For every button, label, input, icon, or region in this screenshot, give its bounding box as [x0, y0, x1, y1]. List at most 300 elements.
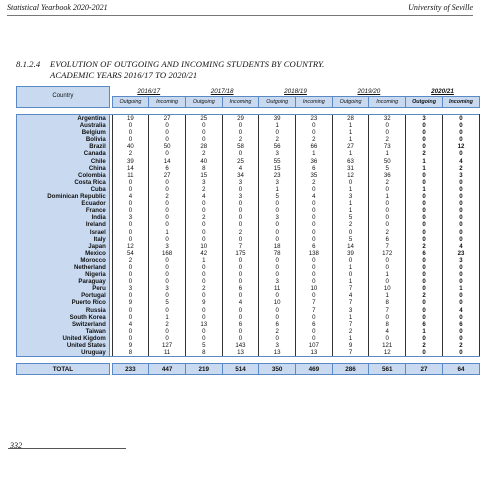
value-cell: 0 [222, 328, 259, 335]
table-row [17, 172, 480, 179]
country-name: Costa Rica [17, 179, 110, 186]
table-row [17, 342, 480, 349]
value-cell: 6 [259, 321, 296, 328]
table-row [17, 292, 480, 299]
value-cell: 6 [222, 285, 259, 292]
value-cell: 7 [369, 307, 406, 314]
value-cell: 0 [112, 307, 149, 314]
value-cell: 0 [406, 179, 443, 186]
table-row [17, 158, 480, 165]
value-cell: 0 [443, 221, 480, 228]
value-cell: 0 [112, 221, 149, 228]
value-cell: 1 [149, 229, 186, 236]
value-cell: 0 [222, 271, 259, 278]
value-cell: 2 [406, 150, 443, 157]
value-cell: 0 [406, 214, 443, 221]
value-cell: 2 [112, 150, 149, 157]
value-cell: 0 [259, 229, 296, 236]
value-cell: 2 [369, 179, 406, 186]
country-name: Brazil [17, 143, 110, 150]
value-cell: 0 [406, 200, 443, 207]
value-cell: 3 [259, 278, 296, 285]
outgoing-header: Outgoing [259, 97, 296, 108]
total-cell: 27 [406, 364, 443, 375]
value-cell: 2 [443, 342, 480, 349]
value-cell: 0 [149, 221, 186, 228]
total-cell: 219 [185, 364, 222, 375]
country-name: Israel [17, 229, 110, 236]
value-cell: 0 [222, 150, 259, 157]
value-cell: 7 [369, 243, 406, 250]
value-cell: 0 [259, 257, 296, 264]
value-cell: 0 [259, 314, 296, 321]
value-cell: 12 [112, 243, 149, 250]
value-cell: 36 [369, 172, 406, 179]
value-cell: 39 [332, 250, 369, 257]
value-cell: 10 [259, 299, 296, 306]
incoming-header: Incoming [296, 97, 333, 108]
value-cell: 0 [443, 264, 480, 271]
country-name: Cuba [17, 186, 110, 193]
value-cell: 0 [369, 257, 406, 264]
total-cell: 233 [112, 364, 149, 375]
value-cell: 2 [296, 136, 333, 143]
value-cell: 3 [443, 257, 480, 264]
value-cell: 0 [443, 136, 480, 143]
value-cell: 0 [185, 335, 222, 342]
value-cell: 0 [149, 257, 186, 264]
country-name: Paraguay [17, 278, 110, 285]
value-cell: 0 [185, 136, 222, 143]
value-cell: 2 [222, 136, 259, 143]
value-cell: 3 [222, 193, 259, 200]
value-cell: 6 [406, 321, 443, 328]
value-cell: 0 [259, 129, 296, 136]
value-cell: 13 [296, 349, 333, 357]
value-cell: 0 [149, 150, 186, 157]
value-cell: 0 [149, 214, 186, 221]
value-cell: 13 [185, 321, 222, 328]
value-cell: 5 [332, 236, 369, 243]
value-cell: 9 [112, 342, 149, 349]
value-cell: 0 [296, 207, 333, 214]
value-cell: 3 [332, 193, 369, 200]
value-cell: 5 [185, 342, 222, 349]
value-cell: 0 [406, 236, 443, 243]
value-cell: 9 [112, 299, 149, 306]
table-row [17, 307, 480, 314]
table-row [17, 115, 480, 123]
value-cell: 3 [112, 214, 149, 221]
outgoing-header: Outgoing [406, 97, 443, 108]
table-row [17, 314, 480, 321]
value-cell: 5 [259, 193, 296, 200]
value-cell: 0 [185, 207, 222, 214]
value-cell: 0 [112, 186, 149, 193]
country-name: Belgium [17, 129, 110, 136]
table-row [17, 136, 480, 143]
value-cell: 15 [259, 165, 296, 172]
value-cell: 0 [406, 264, 443, 271]
value-cell: 0 [369, 200, 406, 207]
value-cell: 6 [406, 250, 443, 257]
value-cell: 0 [443, 186, 480, 193]
total-cell: 64 [443, 364, 480, 375]
value-cell: 0 [149, 122, 186, 129]
value-cell: 0 [296, 335, 333, 342]
value-cell: 19 [112, 115, 149, 123]
country-name: South Korea [17, 314, 110, 321]
value-cell: 27 [332, 143, 369, 150]
value-cell: 27 [149, 172, 186, 179]
outgoing-header: Outgoing [332, 97, 369, 108]
value-cell: 7 [332, 299, 369, 306]
value-cell: 2 [332, 328, 369, 335]
value-cell: 0 [296, 257, 333, 264]
value-cell: 0 [443, 278, 480, 285]
value-cell: 0 [112, 136, 149, 143]
table-row [17, 122, 480, 129]
value-cell: 0 [185, 271, 222, 278]
value-cell: 0 [443, 229, 480, 236]
value-cell: 2 [185, 214, 222, 221]
table-row [17, 321, 480, 328]
value-cell: 0 [259, 221, 296, 228]
value-cell: 25 [222, 158, 259, 165]
value-cell: 0 [296, 314, 333, 321]
value-cell: 4 [185, 193, 222, 200]
university-name: University of Seville [408, 3, 473, 12]
value-cell: 0 [112, 129, 149, 136]
page-header [7, 3, 473, 16]
value-cell: 1 [369, 193, 406, 200]
value-cell: 0 [149, 335, 186, 342]
value-cell: 4 [222, 299, 259, 306]
value-cell: 0 [443, 207, 480, 214]
total-cell: 561 [369, 364, 406, 375]
value-cell: 56 [259, 143, 296, 150]
value-cell: 0 [149, 236, 186, 243]
value-cell: 0 [406, 278, 443, 285]
value-cell: 6 [443, 321, 480, 328]
value-cell: 8 [369, 321, 406, 328]
country-name: Dominican Republic [17, 193, 110, 200]
value-cell: 0 [443, 299, 480, 306]
value-cell: 0 [296, 229, 333, 236]
value-cell: 12 [443, 143, 480, 150]
value-cell: 55 [259, 158, 296, 165]
value-cell: 50 [149, 143, 186, 150]
section-number: 8.1.2.4 [16, 59, 41, 69]
value-cell: 42 [185, 250, 222, 257]
country-name: Chile [17, 158, 110, 165]
value-cell: 0 [149, 136, 186, 143]
value-cell: 2 [369, 136, 406, 143]
value-cell: 6 [369, 236, 406, 243]
value-cell: 0 [259, 207, 296, 214]
value-cell: 15 [185, 172, 222, 179]
value-cell: 0 [406, 172, 443, 179]
value-cell: 10 [369, 285, 406, 292]
value-cell: 0 [112, 264, 149, 271]
value-cell: 0 [443, 335, 480, 342]
value-cell: 0 [406, 285, 443, 292]
value-cell: 9 [332, 342, 369, 349]
value-cell: 34 [222, 172, 259, 179]
value-cell: 0 [296, 264, 333, 271]
value-cell: 0 [149, 278, 186, 285]
value-cell: 4 [443, 158, 480, 165]
value-cell: 0 [296, 200, 333, 207]
value-cell: 0 [149, 179, 186, 186]
value-cell: 11 [112, 172, 149, 179]
value-cell: 23 [296, 115, 333, 123]
value-cell: 1 [259, 122, 296, 129]
outgoing-header: Outgoing [112, 97, 149, 108]
value-cell: 0 [369, 335, 406, 342]
country-name: France [17, 207, 110, 214]
country-name: Ireland [17, 221, 110, 228]
value-cell: 0 [222, 200, 259, 207]
value-cell: 23 [443, 250, 480, 257]
value-cell: 2 [149, 321, 186, 328]
value-cell: 3 [259, 150, 296, 157]
value-cell: 0 [222, 236, 259, 243]
value-cell: 2 [406, 243, 443, 250]
value-cell: 0 [222, 214, 259, 221]
value-cell: 0 [259, 264, 296, 271]
value-cell: 7 [222, 243, 259, 250]
value-cell: 0 [406, 257, 443, 264]
table-row [17, 186, 480, 193]
value-cell: 2 [259, 136, 296, 143]
value-cell: 1 [332, 150, 369, 157]
table-row [17, 207, 480, 214]
value-cell: 14 [332, 243, 369, 250]
value-cell: 3 [185, 179, 222, 186]
value-cell: 0 [222, 221, 259, 228]
table-row [17, 129, 480, 136]
total-label: TOTAL [17, 364, 110, 375]
value-cell: 1 [332, 314, 369, 321]
table-row [17, 214, 480, 221]
value-cell: 11 [259, 285, 296, 292]
value-cell: 14 [149, 158, 186, 165]
country-name: China [17, 165, 110, 172]
table-row [17, 143, 480, 150]
value-cell: 1 [369, 271, 406, 278]
value-cell: 1 [259, 186, 296, 193]
total-cell: 350 [259, 364, 296, 375]
value-cell: 40 [112, 143, 149, 150]
incoming-header: Incoming [222, 97, 259, 108]
value-cell: 0 [296, 292, 333, 299]
value-cell: 10 [296, 285, 333, 292]
value-cell: 4 [443, 307, 480, 314]
value-cell: 0 [185, 236, 222, 243]
value-cell: 12 [332, 172, 369, 179]
value-cell: 0 [296, 122, 333, 129]
value-cell: 4 [296, 193, 333, 200]
value-cell: 1 [406, 158, 443, 165]
value-cell: 2 [185, 150, 222, 157]
value-cell: 31 [332, 165, 369, 172]
value-cell: 1 [332, 136, 369, 143]
value-cell: 0 [149, 307, 186, 314]
year-header: 2017/18 [210, 87, 234, 95]
country-name: Nigeria [17, 271, 110, 278]
value-cell: 0 [369, 278, 406, 285]
total-cell: 447 [149, 364, 186, 375]
value-cell: 12 [369, 349, 406, 357]
value-cell: 0 [112, 229, 149, 236]
value-cell: 0 [222, 129, 259, 136]
value-cell: 39 [112, 158, 149, 165]
value-cell: 2 [296, 179, 333, 186]
value-cell: 1 [185, 257, 222, 264]
value-cell: 2 [112, 257, 149, 264]
value-cell: 0 [222, 257, 259, 264]
value-cell: 0 [185, 314, 222, 321]
footer-rule [8, 448, 126, 449]
value-cell: 3 [112, 285, 149, 292]
value-cell: 1 [332, 200, 369, 207]
value-cell: 0 [406, 129, 443, 136]
country-name: Canada [17, 150, 110, 157]
value-cell: 0 [149, 129, 186, 136]
value-cell: 78 [259, 250, 296, 257]
value-cell: 0 [332, 179, 369, 186]
title-line-1: EVOLUTION OF OUTGOING AND INCOMING STUDENTS BY COUNTRY. [50, 59, 325, 69]
value-cell: 0 [369, 207, 406, 214]
value-cell: 6 [296, 165, 333, 172]
value-cell: 0 [443, 200, 480, 207]
value-cell: 27 [149, 115, 186, 123]
value-cell: 0 [443, 214, 480, 221]
yearbook-title: Statistical Yearbook 2020-2021 [7, 3, 108, 12]
value-cell: 7 [332, 285, 369, 292]
value-cell: 0 [406, 193, 443, 200]
value-cell: 3 [259, 179, 296, 186]
value-cell: 2 [259, 328, 296, 335]
value-cell: 1 [332, 122, 369, 129]
incoming-header: Incoming [149, 97, 186, 108]
country-header: Country [17, 87, 110, 108]
country-name: United Kigdom [17, 335, 110, 342]
value-cell: 13 [259, 349, 296, 357]
year-header: 2019/20 [357, 87, 381, 95]
value-cell: 5 [332, 214, 369, 221]
value-cell: 8 [185, 165, 222, 172]
value-cell: 0 [406, 314, 443, 321]
value-cell: 0 [443, 328, 480, 335]
value-cell: 3 [222, 179, 259, 186]
value-cell: 0 [406, 335, 443, 342]
value-cell: 0 [112, 335, 149, 342]
value-cell: 40 [185, 158, 222, 165]
value-cell: 0 [259, 271, 296, 278]
country-name: Bolivia [17, 136, 110, 143]
value-cell: 0 [112, 328, 149, 335]
value-cell: 0 [443, 292, 480, 299]
table-row [17, 278, 480, 285]
value-cell: 66 [296, 143, 333, 150]
value-cell: 28 [185, 143, 222, 150]
value-cell: 3 [259, 342, 296, 349]
value-cell: 1 [406, 165, 443, 172]
value-cell: 63 [332, 158, 369, 165]
value-cell: 28 [332, 115, 369, 123]
country-name: Puerto Rico [17, 299, 110, 306]
value-cell: 0 [369, 221, 406, 228]
value-cell: 0 [185, 278, 222, 285]
value-cell: 0 [296, 214, 333, 221]
value-cell: 7 [296, 307, 333, 314]
value-cell: 0 [222, 264, 259, 271]
value-cell: 175 [222, 250, 259, 257]
value-cell: 1 [406, 186, 443, 193]
year-header: 2016/17 [137, 87, 161, 95]
value-cell: 32 [369, 115, 406, 123]
country-name: Netherland [17, 264, 110, 271]
table-row [17, 229, 480, 236]
value-cell: 0 [296, 271, 333, 278]
value-cell: 0 [406, 221, 443, 228]
value-cell: 143 [222, 342, 259, 349]
country-name: Italy [17, 236, 110, 243]
value-cell: 8 [112, 349, 149, 357]
country-name: Switzerland [17, 321, 110, 328]
value-cell: 0 [149, 328, 186, 335]
value-cell: 11 [149, 349, 186, 357]
value-cell: 107 [296, 342, 333, 349]
value-cell: 50 [369, 158, 406, 165]
value-cell: 18 [259, 243, 296, 250]
total-row [17, 364, 480, 375]
value-cell: 6 [149, 165, 186, 172]
total-cell: 514 [222, 364, 259, 375]
table-row [17, 349, 480, 357]
value-cell: 0 [185, 122, 222, 129]
value-cell: 0 [369, 186, 406, 193]
value-cell: 36 [296, 158, 333, 165]
table-row [17, 179, 480, 186]
value-cell: 0 [259, 236, 296, 243]
value-cell: 0 [222, 335, 259, 342]
value-cell: 0 [112, 122, 149, 129]
value-cell: 0 [185, 221, 222, 228]
table-row [17, 257, 480, 264]
value-cell: 6 [296, 321, 333, 328]
value-cell: 0 [149, 200, 186, 207]
value-cell: 0 [406, 299, 443, 306]
value-cell: 29 [222, 115, 259, 123]
value-cell: 0 [259, 200, 296, 207]
table-row [17, 335, 480, 342]
value-cell: 0 [332, 271, 369, 278]
value-cell: 0 [369, 214, 406, 221]
value-cell: 0 [443, 129, 480, 136]
value-cell: 39 [259, 115, 296, 123]
value-cell: 10 [185, 243, 222, 250]
table-row [17, 165, 480, 172]
value-cell: 0 [112, 207, 149, 214]
value-cell: 0 [185, 328, 222, 335]
value-cell: 6 [296, 243, 333, 250]
table-row [17, 221, 480, 228]
value-cell: 2 [222, 229, 259, 236]
value-cell: 0 [406, 229, 443, 236]
